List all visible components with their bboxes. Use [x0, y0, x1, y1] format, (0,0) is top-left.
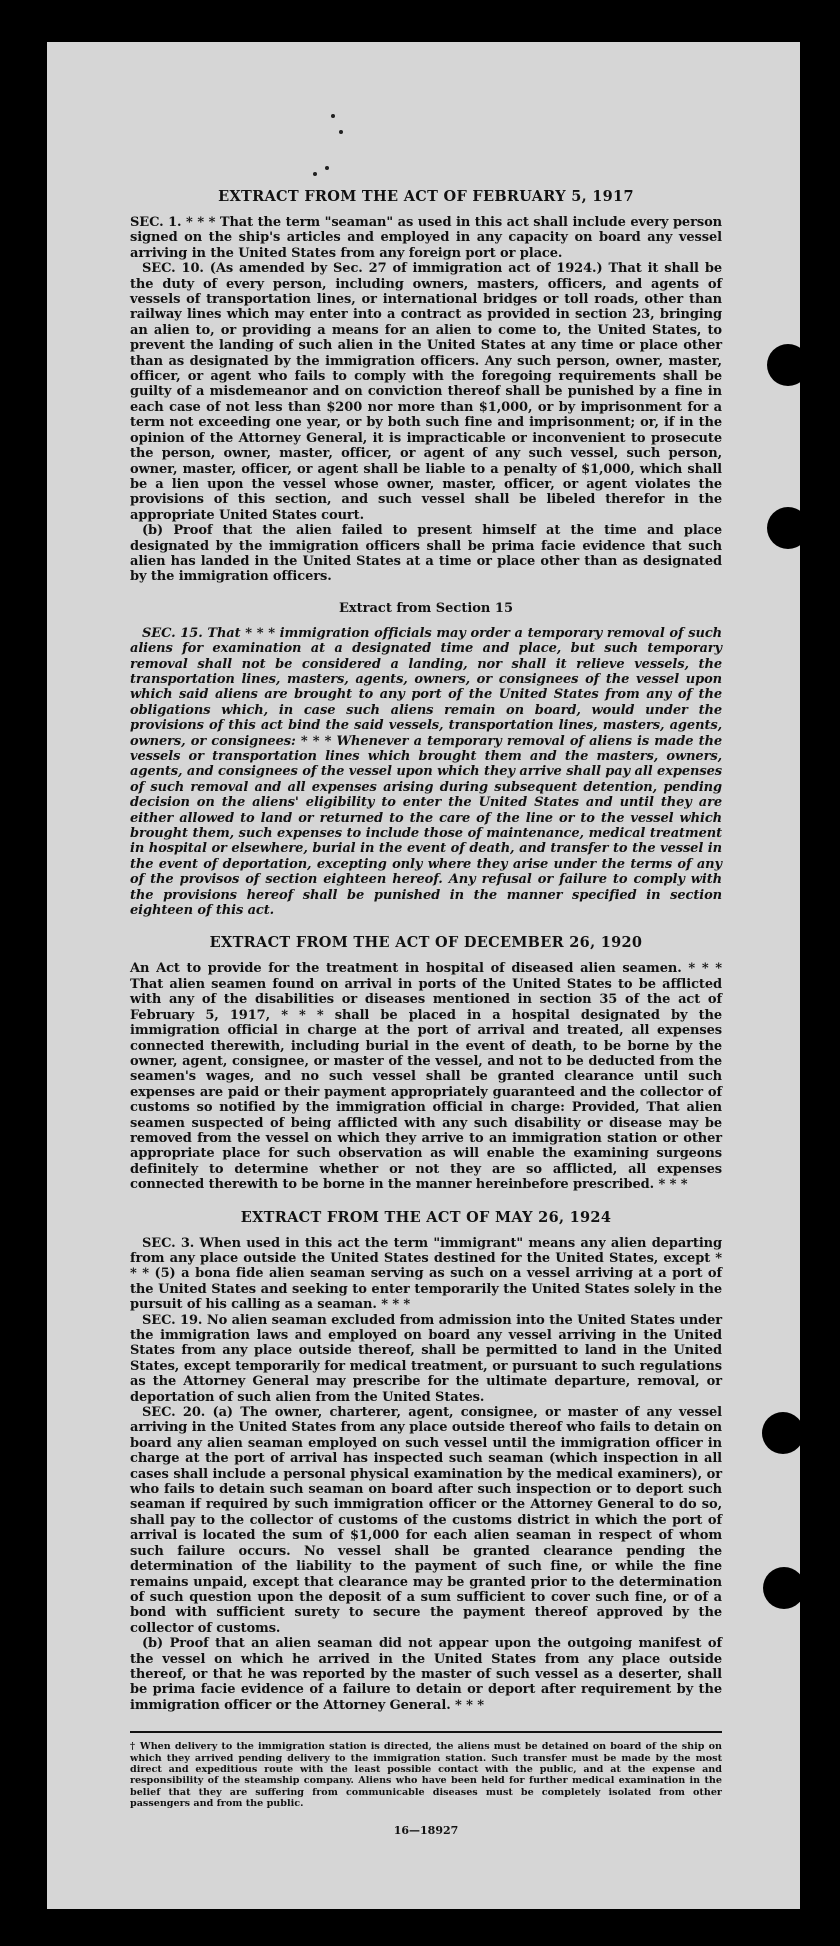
punch-hole [762, 1412, 800, 1454]
section-extract-15 [130, 601, 722, 919]
section-act-1917 [130, 188, 722, 585]
document-body [130, 188, 722, 1837]
paragraph-sec-20-a: SEC. 20. (a) The owner, charterer, agent, consignee, or master of any vessel arriving in the United States from any place outside thereof who fails to detain on board any alien seaman employed on such vessel until the immigration officer in charge at the port of arrival has inspected such seaman (which inspection in all cases shall include a personal physical examination by the medical examiners), or who fails to detain such seaman on board after such inspection or to deport such seaman if required by such immigration officer or the Attorney General to do so, shall pay to the collector of customs of the customs district in which the port of arrival is located the sum of $1,000 for each alien seaman in respect of whom such failure occurs. No vessel shall be granted clearance pending the determination of the liability to the payment of such fine, or while the fine remains unpaid, except that clearance may be granted prior to the determination of such question upon the deposit of a sum sufficient to cover such fine, or of a bond with sufficient surety to secure the payment thereof approved by the collector of customs. [130, 1405, 722, 1636]
paragraph-sec-15: SEC. 15. That * * * immigration officials may order a temporary removal of such aliens for examination at a designated time and place, but such temporary removal shall not be considered a landing, nor shall it relieve vessels, the transportation lines, masters, agents, owners, or consignees of the vessel upon which said aliens are brought to any port of the United States from any of the obligations which, in case such aliens remain on board, would under the provisions of this act bind the said vessels, transportation lines, masters, agents, owners, or consignees: * * * Whenever a temporary removal of aliens is made the vessels or transportation lines which brought them and the masters, owners, agents, and consignees of the vessel upon which they arrive shall pay all expenses of such removal and all expenses arising during subsequent detention, pending decision on the aliens' eligibility to enter the United States and until they are either allowed to land or returned to the care of the line or to the vessel which brought them, such expenses to include those of maintenance, medical treatment in hospital or elsewhere, burial in the event of death, and transfer to the vessel in the event of deportation, excepting only where they arise under the terms of any of the provisos of section eighteen hereof. Any refusal or failure to comply with the provisions hereof shall be punished in the manner specified in section eighteen of this act. [130, 625, 722, 919]
speck-mark [339, 130, 343, 134]
section-subheading: Extract from Section 15 [338, 600, 514, 616]
section-heading: EXTRACT FROM THE ACT OF FEBRUARY 5, 1917 [218, 188, 634, 205]
footnote: † When delivery to the immigration station is directed, the aliens must be detained on board of the ship on which they arrived pending delivery to the immigration station. Such transfer must be made by the most direct and expeditious route with the least possible contact with the public, and at the expense and responsibility of the steamship company. Aliens who have been held for further medical examination in the belief that they are suffering from communicable diseases must be completely isolated from other passengers and from the public. [130, 1741, 722, 1810]
section-act-1920 [130, 934, 722, 1192]
punch-hole [767, 344, 800, 386]
paragraph-sec-20-b: (b) Proof that an alien seaman did not appear upon the outgoing manifest of the vessel on which he arrived in the United States from any place outside thereof, or that he was reported by the master of such vessel as a deserter, shall be prima facie evidence of a failure to detain or deport after requirement by the immigration officer or the Attorney General. * * * [130, 1636, 722, 1713]
paragraph-sec-1: SEC. 1. * * * That the term "seaman" as used in this act shall include every person signed on the ship's articles and employed in any capacity on board any vessel arriving in the United States from any foreign port or place. [130, 215, 722, 261]
speck-mark [325, 166, 329, 170]
paragraph-sec-10: SEC. 10. (As amended by Sec. 27 of immigration act of 1924.) That it shall be the duty of every person, including owners, masters, officers, and agents of vessels of transportation lines, or international bridges or toll roads, other than railway lines which may enter into a contract as provided in section 23, bringing an alien to, or providing a means for an alien to come to, the United States, to prevent the landing of such alien in the United States at any time or place other than as designated by the immigration officers. Any such person, owner, master, officer, or agent who fails to comply with the foregoing requirements shall be guilty of a misdemeanor and on conviction thereof shall be punished by a fine in each case of not less than $200 nor more than $1,000, or by imprisonment for a term not exceeding one year, or by both such fine and imprisonment; or, if in the opinion of the Attorney General, it is impracticable or inconvenient to prosecute the person, owner, master, officer, or agent of any such vessel, such person, owner, master, officer, or agent shall be liable to a penalty of $1,000, which shall be a lien upon the vessel whose owner, master, officer, or agent violates the provisions of this section, and such vessel shall be libeled therefor in the appropriate United States court. [130, 261, 722, 523]
section-heading: EXTRACT FROM THE ACT OF MAY 26, 1924 [240, 1208, 612, 1226]
document-page [47, 42, 800, 1909]
paragraph-act-1920: An Act to provide for the treatment in hospital of diseased alien seamen. * * * That alien seamen found on arrival in ports of the United States to be afflicted with any of the disabilities or diseases mentioned in section 35 of the act of February 5, 1917, * * * shall be placed in a hospital designated by the immigration official in charge at the port of arrival and treated, all expenses connected therewith, including burial in the event of death, to be borne by the owner, agent, consignee, or master of the vessel, and not to be deducted from the seamen's wages, and no such vessel shall be granted clearance until such expenses are paid or their payment appropriately guaranteed and the collector of customs so notified by the immigration official in charge: Provided, That alien seamen suspected of being afflicted with any such disability or disease may be removed from the vessel on which they arrive to an immigration station or other appropriate place for such observation as will enable the examining surgeons definitely to determine whether or not they are so afflicted, all expenses connected therewith to be borne in the manner hereinbefore prescribed. * * * [130, 961, 722, 1193]
footnote-divider [130, 1731, 722, 1733]
speck-mark [313, 172, 317, 176]
punch-hole [763, 1567, 800, 1609]
paragraph-sec-19: SEC. 19. No alien seaman excluded from admission into the United States under the immigration laws and employed on board any vessel arriving in the United States from any place outside thereof, shall be permitted to land in the United States, except temporarily for medical treatment, or pursuant to such regulations as the Attorney General may prescribe for the ultimate departure, removal, or deportation of such alien from the United States. [130, 1312, 722, 1405]
paragraph-sec-10-b: (b) Proof that the alien failed to present himself at the time and place designated by the immigration officers shall be prima facie evidence that such alien has landed in the United States at a time or place other than as designated by the immigration officers. [130, 523, 722, 585]
section-act-1924 [130, 1209, 722, 1714]
speck-mark [331, 114, 335, 118]
form-number: 16—18927 [393, 1823, 459, 1837]
section-heading: EXTRACT FROM THE ACT OF DECEMBER 26, 1920 [209, 934, 643, 952]
paragraph-sec-3: SEC. 3. When used in this act the term "immigrant" means any alien departing from any place outside the United States destined for the United States, except * * * (5) a bona fide alien seaman serving as such on a vessel arriving at a port of the United States and seeking to enter temporarily the United States solely in the pursuit of his calling as a seaman. * * * [130, 1235, 722, 1313]
punch-hole [767, 507, 800, 549]
